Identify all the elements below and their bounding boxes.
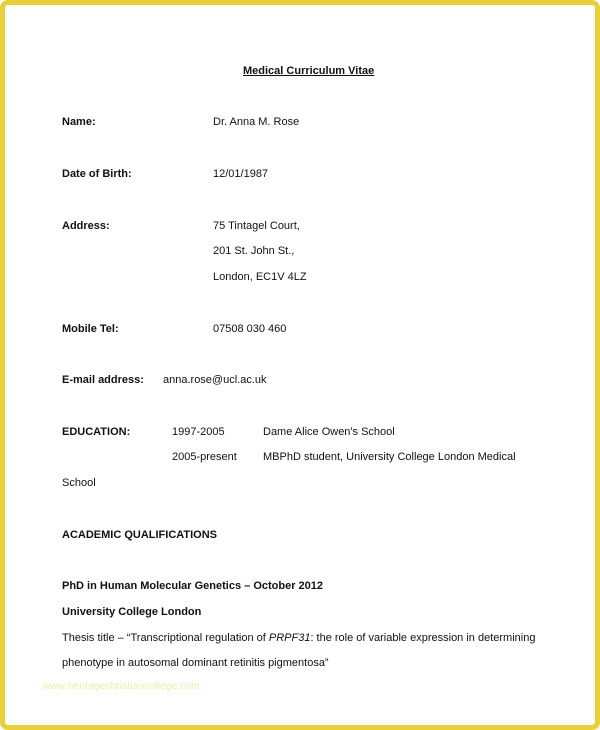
qualifications-heading: ACADEMIC QUALIFICATIONS: [62, 529, 218, 541]
mobile-value: 07508 030 460: [213, 323, 287, 335]
mobile-label: Mobile Tel:: [62, 323, 119, 335]
thesis-prefix: Thesis title – “Transcriptional regulation of: [62, 632, 269, 644]
address-line-2: 201 St. John St.,: [213, 245, 295, 257]
dob-label: Date of Birth:: [62, 168, 132, 180]
watermark: www.heritagechristiancollege.com: [43, 681, 201, 692]
dob-value: 12/01/1987: [213, 168, 269, 180]
thesis-suffix: : the role of variable expression in determining: [310, 632, 536, 644]
name-label: Name:: [62, 116, 96, 128]
cv-document: [5, 5, 595, 725]
email-label: E-mail address:: [62, 374, 144, 386]
education-school-2: MBPhD student, University College London Medical: [263, 451, 516, 463]
email-value: anna.rose@ucl.ac.uk: [163, 374, 267, 386]
education-years-1: 1997-2005: [172, 426, 225, 438]
thesis-gene: PRPF31: [268, 632, 311, 644]
education-label: EDUCATION:: [62, 426, 131, 438]
thesis-line-1: [62, 631, 535, 645]
address-label: Address:: [62, 220, 110, 232]
education-school-1: Dame Alice Owen's School: [263, 426, 395, 438]
education-continuation: School: [62, 477, 96, 489]
name-value: Dr. Anna M. Rose: [213, 116, 300, 128]
education-years-2: 2005-present: [172, 451, 237, 463]
thesis-line-2: phenotype in autosomal dominant retinitis pigmentosa”: [62, 657, 329, 669]
institution: University College London: [62, 606, 202, 618]
address-line-3: London, EC1V 4LZ: [213, 271, 307, 283]
address-line-1: 75 Tintagel Court,: [213, 220, 300, 232]
degree-title: PhD in Human Molecular Genetics – October 2012: [62, 580, 324, 592]
document-title: Medical Curriculum Vitae: [243, 65, 375, 77]
